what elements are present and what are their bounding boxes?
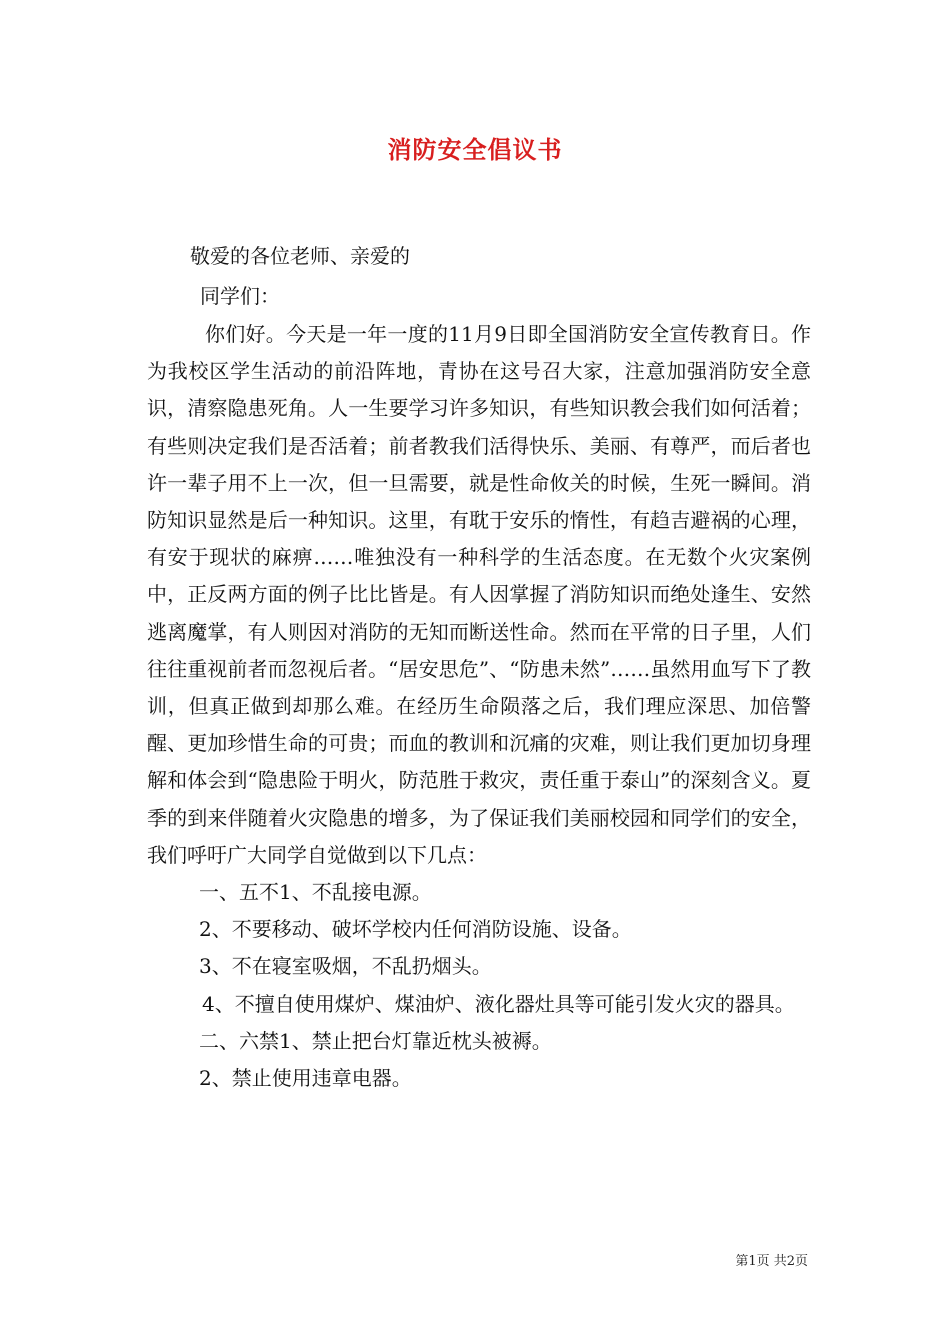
document-body	[147, 316, 811, 1097]
paragraph-item: 二、六禁1、禁止把台灯靠近枕头被褥。	[199, 1028, 552, 1053]
document-title: 消防安全倡议书	[387, 135, 563, 164]
paragraph-item: 3、不在寝室吸烟，不乱扔烟头。	[199, 954, 492, 979]
page-number-footer: 第1页 共2页	[735, 1254, 808, 1269]
paragraph-item: 2、不要移动、破坏学校内任何消防设施、设备。	[199, 917, 632, 942]
paragraph-item: 一、五不1、不乱接电源。	[199, 880, 432, 905]
paragraph-item: 4、不擅自使用煤炉、煤油炉、液化器灶具等可能引发火灾的器具。	[202, 991, 795, 1016]
paragraph-item: 2、禁止使用违章电器。	[199, 1066, 412, 1091]
paragraph-intro: 你们好。今天是一年一度的11月9日即全国消防安全宣传教育日。作为我校区学生活动的前沿阵地，青协在这号召大家，注意加强消防安全意识，清察隐患死角。人一生要学习许多知识，有些知识教会我们如何活着；有些则决定我们是否活着；前者教我们活得快乐、美丽、有尊严，而后者也许一辈子用不上一次，但一旦需要，就是性命攸关的时候，生死一瞬间。消防知识显然是后一种知识。这里，有耽于安乐的惰性，有趋吉避祸的心理，有安于现状的麻痹……唯独没有一种科学的生活态度。在无数个火灾案例中，正反两方面的例子比比皆是。有人因掌握了消防知识而绝处逢生、安然逃离魔掌，有人则因对消防的无知而断送性命。然而在平常的日子里，人们往往重视前者而忽视后者。“居安思危”、“防患未然”……虽然用血写下了教训，但真正做到却那么难。在经历生命陨落之后，我们理应深思、加倍警醒、更加珍惜生命的可贵；而血的教训和沉痛的灾难，则让我们更加切身理解和体会到“隐患险于明火，防范胜于救灾，责任重于泰山”的深刻含义。夏季的到来伴随着火灾隐患的增多，为了保证我们美丽校园和同学们的安全，我们呼吁广大同学自觉做到以下几点：	[147, 322, 811, 867]
salutation-line-1: 敬爱的各位老师、亲爱的	[190, 244, 410, 268]
salutation-line-2: 同学们：	[200, 284, 280, 308]
